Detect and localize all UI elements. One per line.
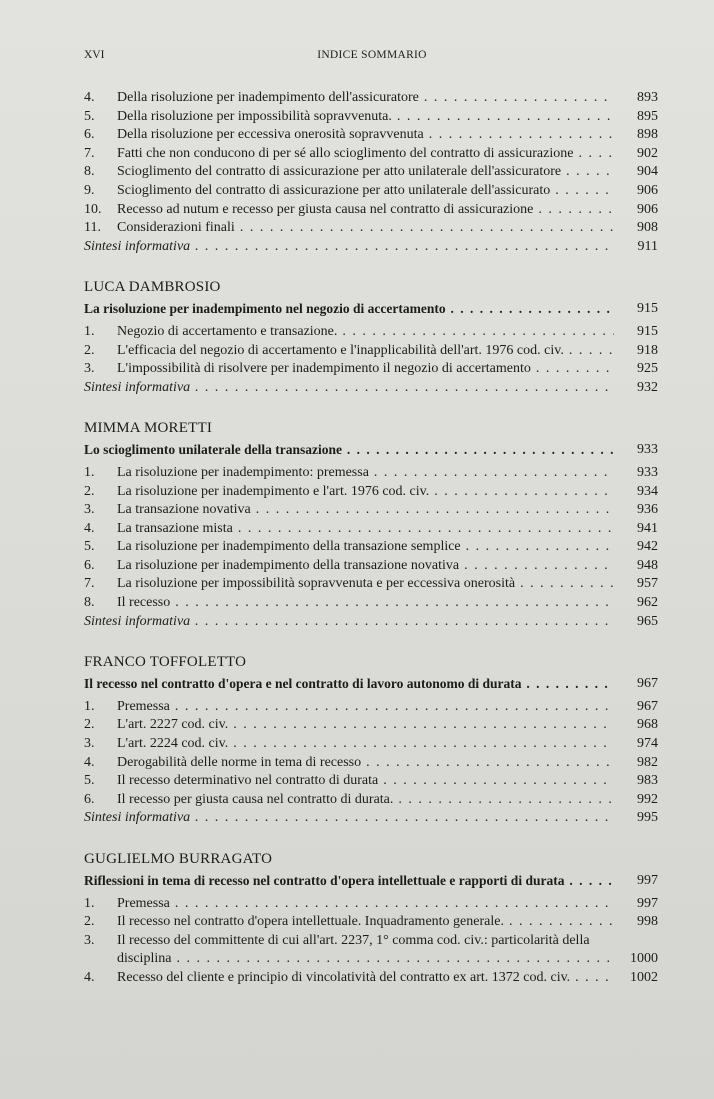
entry-number: 4. <box>84 969 95 985</box>
toc-entry <box>84 163 658 182</box>
running-title: INDICE SOMMARIO <box>317 49 427 61</box>
chapter-title-row <box>84 300 658 319</box>
entry-number: 3. <box>84 502 95 518</box>
page-ref: 941 <box>637 520 658 536</box>
author-section <box>84 417 658 631</box>
toc-entry <box>84 538 658 557</box>
author-name: MIMMA MORETTI <box>84 420 213 437</box>
entry-title: Il recesso . . . <box>117 594 614 613</box>
summary-entry <box>84 238 658 257</box>
page-ref: 997 <box>637 895 658 911</box>
page-ref: 942 <box>637 539 658 555</box>
entry-number: 4. <box>84 754 95 770</box>
page-ref: 895 <box>637 108 658 124</box>
toc-entry <box>84 89 658 108</box>
page-ref: 995 <box>637 810 658 826</box>
page-ref: 998 <box>637 914 658 930</box>
toc-entry <box>84 342 658 361</box>
entry-title: Della risoluzione per eccessiva onerosità sopravvenuta . . . <box>117 126 614 145</box>
page-ref: 936 <box>637 502 658 518</box>
entry-number: 2. <box>84 483 95 499</box>
entry-title: Recesso del cliente e principio di vincolatività del contratto ex art. 1372 cod. civ. . . . <box>117 969 614 988</box>
toc-entry <box>84 182 658 201</box>
entry-title: La risoluzione per inadempimento e l'art. 1976 cod. civ. . . . <box>117 483 614 502</box>
entry-title: Il recesso nel contratto d'opera intellettuale. Inquadramento generale. . . . <box>117 913 614 932</box>
running-header <box>84 49 660 65</box>
entry-number: 2. <box>84 717 95 733</box>
entry-number: 3. <box>84 361 95 377</box>
page-ref: 902 <box>637 145 658 161</box>
entry-title: La transazione novativa . . . <box>117 501 614 520</box>
entry-title: Premessa . . . <box>117 895 614 914</box>
chapter-title-row <box>84 872 658 891</box>
toc-entry <box>84 950 658 969</box>
page-ref: 997 <box>637 873 658 888</box>
entry-title: Considerazioni finali . . . <box>117 219 614 238</box>
toc-entry <box>84 969 658 988</box>
page-ref: 906 <box>637 182 658 198</box>
page-ref: 967 <box>637 676 658 692</box>
entry-title: L'efficacia del negozio di accertamento e l'inapplicabilità dell'art. 1976 cod. civ. . . . <box>117 342 614 361</box>
toc-entry <box>84 772 658 791</box>
toc-entry <box>84 557 658 576</box>
entry-title: La risoluzione per inadempimento: premessa . . . <box>117 464 614 483</box>
author-name: FRANCO TOFFOLETTO <box>84 654 247 671</box>
toc-entry <box>84 575 658 594</box>
entry-title: La risoluzione per impossibilità sopravvenuta e per eccessiva onerosità . . . <box>117 575 614 594</box>
page-ref: 934 <box>637 483 658 499</box>
page-ref: 962 <box>637 595 658 611</box>
entry-number: 10. <box>84 201 102 217</box>
page-ref: 982 <box>637 754 658 770</box>
entry-title: Derogabilità delle norme in tema di recesso . . . <box>117 754 614 773</box>
table-of-contents <box>84 89 658 988</box>
entry-title: Della risoluzione per inadempimento dell'assicuratore . . . <box>117 89 614 108</box>
entry-title: Della risoluzione per impossibilità sopravvenuta. . . . <box>117 108 614 127</box>
toc-entry <box>84 483 658 502</box>
entry-title: Negozio di accertamento e transazione. . . . <box>117 323 614 342</box>
entry-title: La risoluzione per inadempimento della transazione semplice . . . <box>117 538 614 557</box>
summary-entry <box>84 379 658 398</box>
toc-entry <box>84 932 658 951</box>
toc-entry <box>84 501 658 520</box>
page-ref: 957 <box>637 576 658 592</box>
toc-entry <box>84 219 658 238</box>
entry-number: 5. <box>84 773 95 789</box>
chapter-title: Riflessioni in tema di recesso nel contratto d'opera intellettuale e rapporti di durata . . . <box>84 872 614 891</box>
summary-entry <box>84 809 658 828</box>
author-name: GUGLIELMO BURRAGATO <box>84 851 273 867</box>
toc-entry <box>84 735 658 754</box>
entry-number: 2. <box>84 914 95 930</box>
chapter-title: La risoluzione per inadempimento nel negozio di accertamento . . . <box>84 300 614 319</box>
entry-number: 3. <box>84 932 95 948</box>
entry-title: Il recesso del committente di cui all'art. 2237, 1° comma cod. civ.: particolarità della <box>117 932 590 948</box>
page-ref: 925 <box>637 361 658 377</box>
page-ref: 918 <box>637 342 658 358</box>
entry-number: 7. <box>84 576 95 592</box>
page-ref: 908 <box>637 220 658 236</box>
toc-entry <box>84 108 658 127</box>
entry-number: 1. <box>84 698 95 714</box>
summary-entry <box>84 613 658 632</box>
entry-title: Recesso ad nutum e recesso per giusta causa nel contratto di assicurazione . . . <box>117 201 614 220</box>
author-name: LUCA DAMBROSIO <box>84 279 221 296</box>
page-ref: 1000 <box>630 951 658 967</box>
toc-entry <box>84 201 658 220</box>
entry-number: 5. <box>84 108 95 124</box>
toc-entry <box>84 360 658 379</box>
entry-title: Sintesi informativa . . . <box>84 238 614 257</box>
author-sections <box>84 276 658 987</box>
entry-number: 1. <box>84 464 95 480</box>
toc-entry <box>84 791 658 810</box>
author-section <box>84 651 658 828</box>
page-ref: 893 <box>637 90 658 105</box>
toc-entry <box>84 323 658 342</box>
page-ref: 933 <box>637 442 658 458</box>
entry-number: 4. <box>84 520 95 536</box>
entry-title: Sintesi informativa . . . <box>84 379 614 398</box>
entry-number: 2. <box>84 342 95 358</box>
entry-title: L'art. 2224 cod. civ. . . . <box>117 735 614 754</box>
entry-number: 4. <box>84 90 95 105</box>
entry-number: 8. <box>84 595 95 611</box>
toc-entry <box>84 698 658 717</box>
page-ref: 915 <box>637 301 658 317</box>
entry-title: L'art. 2227 cod. civ. . . . <box>117 716 614 735</box>
chapter-title: Il recesso nel contratto d'opera e nel contratto di lavoro autonomo di durata . . . <box>84 675 614 694</box>
page-ref: 906 <box>637 201 658 217</box>
entry-number: 7. <box>84 145 95 161</box>
toc-entry <box>84 464 658 483</box>
entry-title: Scioglimento del contratto di assicurazione per atto unilaterale dell'assicurato . . . <box>117 182 614 201</box>
chapter-title: Lo scioglimento unilaterale della transazione . . . <box>84 441 614 460</box>
page-ref: 911 <box>637 238 658 254</box>
entry-title: Sintesi informativa . . . <box>84 809 614 828</box>
page-ref: 948 <box>637 557 658 573</box>
toc-entry <box>84 520 658 539</box>
page-ref: 915 <box>637 323 658 339</box>
page-ref: 967 <box>637 698 658 714</box>
entry-title: disciplina . . . <box>117 950 614 969</box>
page-ref: 974 <box>637 736 658 752</box>
page-ref: 968 <box>637 717 658 733</box>
entry-number: 8. <box>84 164 95 180</box>
entry-title: La transazione mista . . . <box>117 520 614 539</box>
entry-title: Sintesi informativa . . . <box>84 613 614 632</box>
lead-entries <box>84 89 658 256</box>
entry-title: Il recesso per giusta causa nel contratto di durata. . . . <box>117 791 614 810</box>
page-ref: 983 <box>637 773 658 789</box>
author-section <box>84 848 658 988</box>
entry-number: 1. <box>84 895 95 911</box>
entry-number: 11. <box>84 220 101 236</box>
entry-title: Il recesso determinativo nel contratto di durata . . . <box>117 772 614 791</box>
entry-title: Scioglimento del contratto di assicurazione per atto unilaterale dell'assicuratore . . . <box>117 163 614 182</box>
entry-title: L'impossibilità di risolvere per inadempimento il negozio di accertamento . . . <box>117 360 614 379</box>
page-ref: 933 <box>637 464 658 480</box>
page-ref: 932 <box>637 379 658 395</box>
toc-entry <box>84 145 658 164</box>
entry-number: 6. <box>84 557 95 573</box>
entry-number: 1. <box>84 323 95 339</box>
page-ref: 904 <box>637 164 658 180</box>
chapter-title-row <box>84 441 658 460</box>
entry-number: 6. <box>84 127 95 143</box>
toc-entry <box>84 126 658 145</box>
page-ref: 992 <box>637 791 658 807</box>
page-ref: 965 <box>637 613 658 629</box>
page-number: XVI <box>84 49 105 61</box>
page-ref: 898 <box>637 127 658 143</box>
page-ref: 1002 <box>630 969 658 985</box>
entry-title: Premessa . . . <box>117 698 614 717</box>
entry-title: Fatti che non conducono di per sé allo scioglimento del contratto di assicurazione . . . <box>117 145 614 164</box>
entry-number: 6. <box>84 791 95 807</box>
entry-number: 3. <box>84 736 95 752</box>
chapter-title-row <box>84 675 658 694</box>
toc-entry <box>84 913 658 932</box>
toc-entry <box>84 594 658 613</box>
toc-entry <box>84 754 658 773</box>
entry-number: 5. <box>84 539 95 555</box>
entry-number: 9. <box>84 182 95 198</box>
author-section <box>84 276 658 397</box>
toc-entry <box>84 895 658 914</box>
entry-title: La risoluzione per inadempimento della transazione novativa . . . <box>117 557 614 576</box>
toc-entry <box>84 716 658 735</box>
